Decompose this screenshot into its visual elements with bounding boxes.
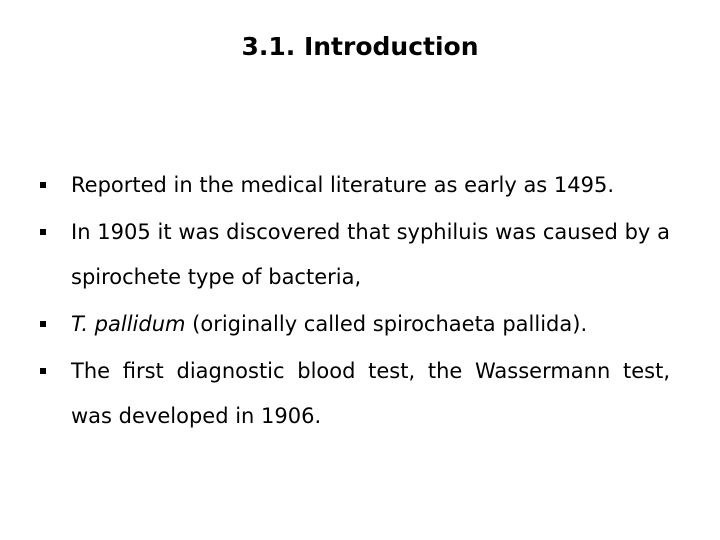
bullet-text: The first diagnostic blood test, the Wassermann test, was developed in 1906. <box>71 359 670 428</box>
bullet-italic-text: T. pallidum <box>71 312 186 336</box>
square-bullet-icon <box>40 321 46 327</box>
bullet-item <box>40 210 670 300</box>
bullet-text: (originally called spirochaeta pallida). <box>185 312 588 336</box>
square-bullet-icon <box>40 229 46 235</box>
bullet-item <box>40 349 670 439</box>
bullet-item <box>40 302 670 347</box>
square-bullet-icon <box>40 368 46 374</box>
bullet-text: Reported in the medical literature as early as 1495. <box>71 173 615 197</box>
bullet-text: In 1905 it was discovered that syphiluis was caused by a spirochete type of bacteria, <box>71 220 670 289</box>
square-bullet-icon <box>40 182 46 188</box>
slide-title: 3.1. Introduction <box>241 32 479 61</box>
bullet-list <box>40 163 670 441</box>
bullet-item <box>40 163 670 208</box>
